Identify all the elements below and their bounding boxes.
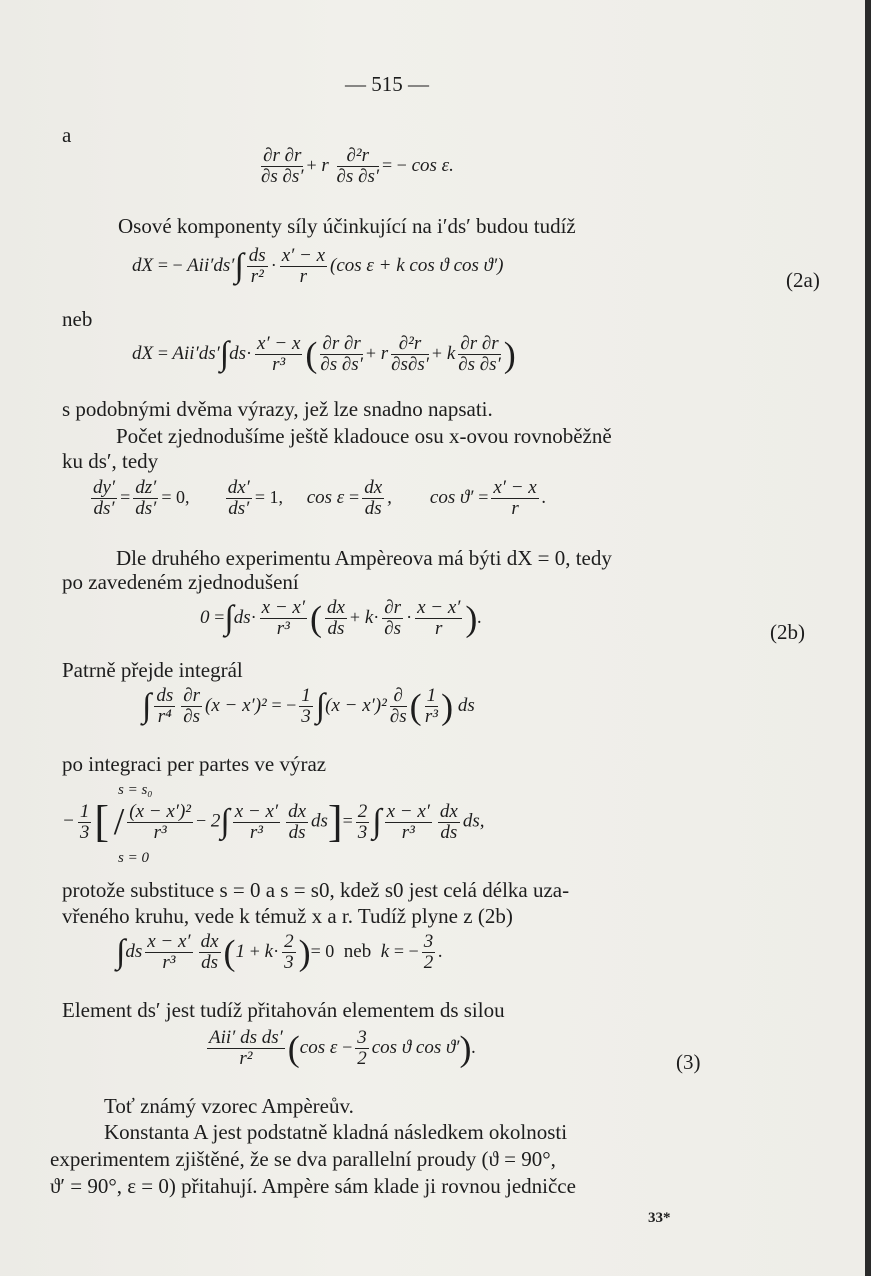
paragraph-konstanta-line3: ϑ′ = 90°, ε = 0) přitahují. Ampère sám klade ji rovnou jedničce [50, 1174, 576, 1198]
equation-cos-epsilon: $\frac{\partial r \partial r}{\partial s \partial s'}$ + r $\frac{\text{∂²r}}{\partial s \partial s'}$ = − cos ε. [261, 145, 454, 187]
equation-partes: − $\frac{1}{3}$ [ / $\frac{\text{(x − x′)²}}{\text{r³}}$ − 2∫ $\frac{x - x'}{\text{r³}}$ $\frac{dx}{ds}$ ds]= $\frac{2}{3}$ ∫ $\frac{x - x'}{\text{r³}}$ $\frac{dx}{ds}$ ds, [62, 797, 485, 846]
equation-label-2b: (2b) [770, 620, 805, 644]
page-edge [865, 0, 871, 1276]
word-a: a [62, 123, 72, 147]
limit-upper: s = s₀ [118, 782, 153, 798]
paragraph-dle-line1: Dle druhého experimentu Ampèreova má býti dX = 0, tedy [116, 546, 612, 570]
paragraph-dle-line2: po zavedeném zjednodušení [62, 570, 299, 594]
paragraph-patrne: Patrně přejde integrál [62, 658, 243, 682]
folio-signature: 33* [648, 1210, 671, 1226]
paragraph-osove: Osové komponenty síly účinkující na i′ds′ budou tudíž [118, 214, 576, 238]
equation-2a: dX = − Aii′ds′∫ $\frac{ds}{\text{r²}}$ · $\frac{x' - x}{r}$ (cos ε + k cos ϑ cos ϑ′) [132, 245, 504, 287]
equation-label-3: (3) [676, 1050, 701, 1074]
equation-integral: ∫ $\frac{ds}{\text{r⁴}}$ $\frac{\partial r}{\partial s}$ (x − x′)² = − $\frac{1}{3}$ ∫(x − x′)² $\frac{\partial}{\partial s}$ ( $\frac{1}{\text{r³}}$ ) ds [142, 685, 475, 727]
equation-simplification: $\frac{dy'}{ds'}$ = $\frac{dz'}{ds'}$ = 0, $\frac{dx'}{ds'}$ = 1, cos ε = $\frac{dx}{ds}$ , cos ϑ′ = $\frac{x' - x}{r}$ . [93, 477, 547, 519]
paragraph-pocet-line1: Počet zjednodušíme ještě kladouce osu x-ovou rovnoběžně [116, 424, 612, 448]
paragraph-element: Element ds′ jest tudíž přitahován elementem ds silou [62, 998, 505, 1022]
paragraph-tot: Toť známý vzorec Ampèreův. [104, 1094, 354, 1118]
word-neb: neb [62, 307, 93, 331]
paragraph-podobnymi: s podobnými dvěma výrazy, jež lze snadno napsati. [62, 397, 493, 421]
equation-2b: 0 =∫ds· $\frac{x - x'}{\text{r³}}$ ( $\frac{dx}{ds}$ + k· $\frac{\partial r}{\partial s}$ · $\frac{x - x'}{r}$ ). [200, 597, 483, 639]
paragraph-konstanta-line1: Konstanta A jest podstatně kladná následkem okolnosti [104, 1120, 568, 1144]
equation-k-value: ∫ds $\frac{x - x'}{\text{r³}}$ $\frac{dx}{ds}$ (1 + k· $\frac{2}{3}$ )= 0 neb k = − $\frac{3}{2}$ . [116, 931, 443, 973]
paragraph-protoze-line2: vřeného kruhu, vede k témuž x a r. Tudíž plyne z (2b) [62, 904, 513, 928]
paragraph-konstanta-line2: experimentem zjištěné, že se dva parallelní proudy (ϑ = 90°, [50, 1147, 556, 1171]
equation-dx-expanded: dX = Aii′ds′∫ds· $\frac{x' - x}{\text{r³}}$ ( $\frac{\partial r \partial r}{\partial s \partial s'}$ + r $\frac{\text{∂²r}}{\partial s\partial s'}$ + k $\frac{\partial r \partial r}{\partial s \partial s'}$ ) [132, 333, 516, 375]
equation-3: $\frac{\text{Aii′ ds ds′}}{\text{r²}}$ (cos ε − $\frac{3}{2}$ cos ϑ cos ϑ′). [209, 1027, 477, 1069]
paragraph-pocet-line2: ku ds′, tedy [62, 449, 159, 473]
limit-lower: s = 0 [118, 850, 149, 866]
equation-label-2a: (2a) [786, 268, 820, 292]
page-number: — 515 — [345, 72, 429, 96]
paragraph-po-integraci: po integraci per partes ve výraz [62, 752, 327, 776]
paragraph-protoze-line1: protože substituce s = 0 a s = s0, kdež s0 jest celá délka uza- [62, 878, 570, 902]
